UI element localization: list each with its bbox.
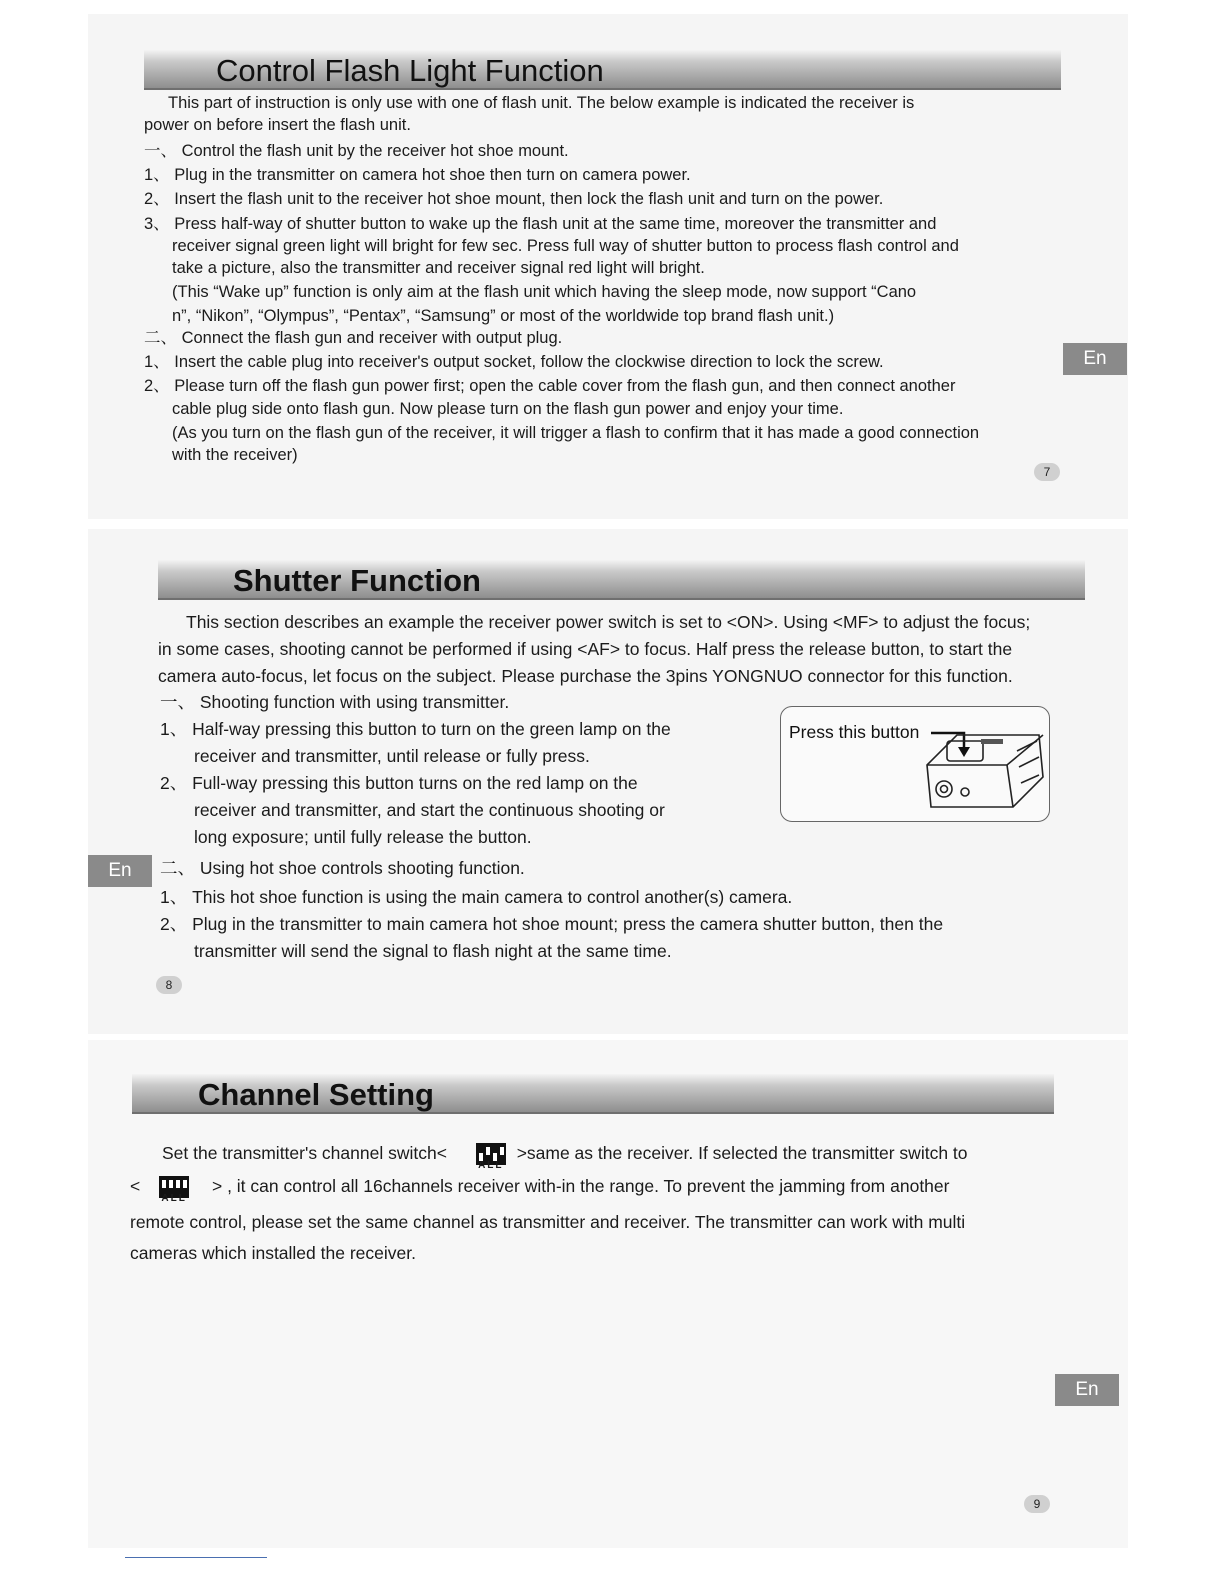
heading-step: 二、 Connect the flash gun and receiver with output plug. xyxy=(144,329,563,347)
paragraph: This section describes an example the receiver power switch is set to <ON>. Using <MF> to adjust the focus; xyxy=(186,612,1031,632)
heading-step: 一、 Shooting function with using transmitter. xyxy=(160,692,510,712)
note: n”, “Nikon”, “Olympus”, “Pentax”, “Samsung” or most of the worldwide top brand flash unit.) xyxy=(172,307,835,325)
section-title: Shutter Function xyxy=(233,563,481,598)
list-item-cont: receiver signal green light will bright for few sec. Press full way of shutter button to process flash control and xyxy=(172,237,959,255)
page-control-flash xyxy=(88,14,1128,519)
callout-label: Press this button xyxy=(789,722,920,742)
transmitter-illustration xyxy=(781,707,1049,821)
switch-label: ALL xyxy=(161,1192,187,1204)
page-shutter-function xyxy=(88,529,1128,1034)
text-fragment: < xyxy=(130,1176,141,1196)
list-item-cont: cable plug side onto flash gun. Now please turn on the flash gun power and enjoy your time. xyxy=(172,400,844,418)
heading-step: 一、 Control the flash unit by the receiver hot shoe mount. xyxy=(144,142,569,160)
paragraph-line: remote control, please set the same channel as transmitter and receiver. The transmitter can work with multi xyxy=(130,1212,966,1232)
channel-switch-all-icon xyxy=(159,1176,189,1204)
language-tab: En xyxy=(88,855,152,887)
language-tab: En xyxy=(1063,343,1127,375)
list-item: 1、 Plug in the transmitter on camera hot shoe then turn on camera power. xyxy=(144,166,691,184)
section-title-bar xyxy=(144,50,1061,90)
section-title: Control Flash Light Function xyxy=(216,53,604,88)
switch-label: ALL xyxy=(478,1159,504,1171)
note: (This “Wake up” function is only aim at the flash unit which having the sleep mode, now support “Cano xyxy=(172,283,917,301)
text-fragment: Set the transmitter's channel switch< xyxy=(162,1143,447,1163)
list-item: 2、 Plug in the transmitter to main camera hot shoe mount; press the camera shutter button, then the xyxy=(160,914,944,934)
section-title-bar xyxy=(132,1074,1054,1114)
note: (As you turn on the flash gun of the receiver, it will trigger a flash to confirm that it has made a good connection xyxy=(172,424,980,442)
list-item-cont: transmitter will send the signal to flash night at the same time. xyxy=(194,941,672,961)
list-item: 1、 This hot shoe function is using the main camera to control another(s) camera. xyxy=(160,887,793,907)
list-item-cont: receiver and transmitter, and start the continuous shooting or xyxy=(194,800,665,820)
list-item: 2、 Insert the flash unit to the receiver hot shoe mount, then lock the flash unit and turn on the power. xyxy=(144,190,884,208)
paragraph: camera auto-focus, let focus on the subject. Please purchase the 3pins YONGNUO connector for this function. xyxy=(158,666,1013,686)
text-fragment: >same as the receiver. If selected the transmitter switch to xyxy=(516,1143,968,1163)
page-number: 9 xyxy=(1024,1495,1050,1513)
channel-switch-icon xyxy=(476,1143,506,1171)
language-tab: En xyxy=(1055,1374,1119,1406)
list-item: 3、 Press half-way of shutter button to wake up the flash unit at the same time, moreover the transmitter and xyxy=(144,215,937,233)
list-item-cont: take a picture, also the transmitter and receiver signal red light will bright. xyxy=(172,259,705,277)
divider xyxy=(125,1557,267,1558)
section-title-bar xyxy=(158,560,1085,600)
list-item-cont: receiver and transmitter, until release or fully press. xyxy=(194,746,590,766)
note: with the receiver) xyxy=(172,446,298,464)
list-item: 2、 Please turn off the flash gun power first; open the cable cover from the flash gun, and then connect another xyxy=(144,377,956,395)
page-number: 7 xyxy=(1034,463,1060,481)
paragraph-line: cameras which installed the receiver. xyxy=(130,1243,416,1263)
list-item: 2、 Full-way pressing this button turns on the red lamp on the xyxy=(160,773,638,793)
paragraph: power on before insert the flash unit. xyxy=(144,116,411,134)
paragraph-line xyxy=(162,1140,968,1171)
callout-box xyxy=(780,706,1050,822)
text-fragment: > , it can control all 16channels receiver with-in the range. To prevent the jamming from another xyxy=(211,1176,950,1196)
page-channel-setting xyxy=(88,1040,1128,1548)
section-title: Channel Setting xyxy=(198,1077,434,1112)
paragraph: in some cases, shooting cannot be performed if using <AF> to focus. Half press the release button, to start the xyxy=(158,639,1013,659)
list-item-cont: long exposure; until fully release the button. xyxy=(194,827,532,847)
list-item: 1、 Half-way pressing this button to turn on the green lamp on the xyxy=(160,719,671,739)
list-item: 1、 Insert the cable plug into receiver's output socket, follow the clockwise direction to lock the screw. xyxy=(144,353,884,371)
paragraph-line xyxy=(130,1173,950,1204)
page-number: 8 xyxy=(156,976,182,994)
paragraph: This part of instruction is only use with one of flash unit. The below example is indicated the receiver is xyxy=(168,94,915,112)
heading-step: 二、 Using hot shoe controls shooting function. xyxy=(160,858,525,878)
